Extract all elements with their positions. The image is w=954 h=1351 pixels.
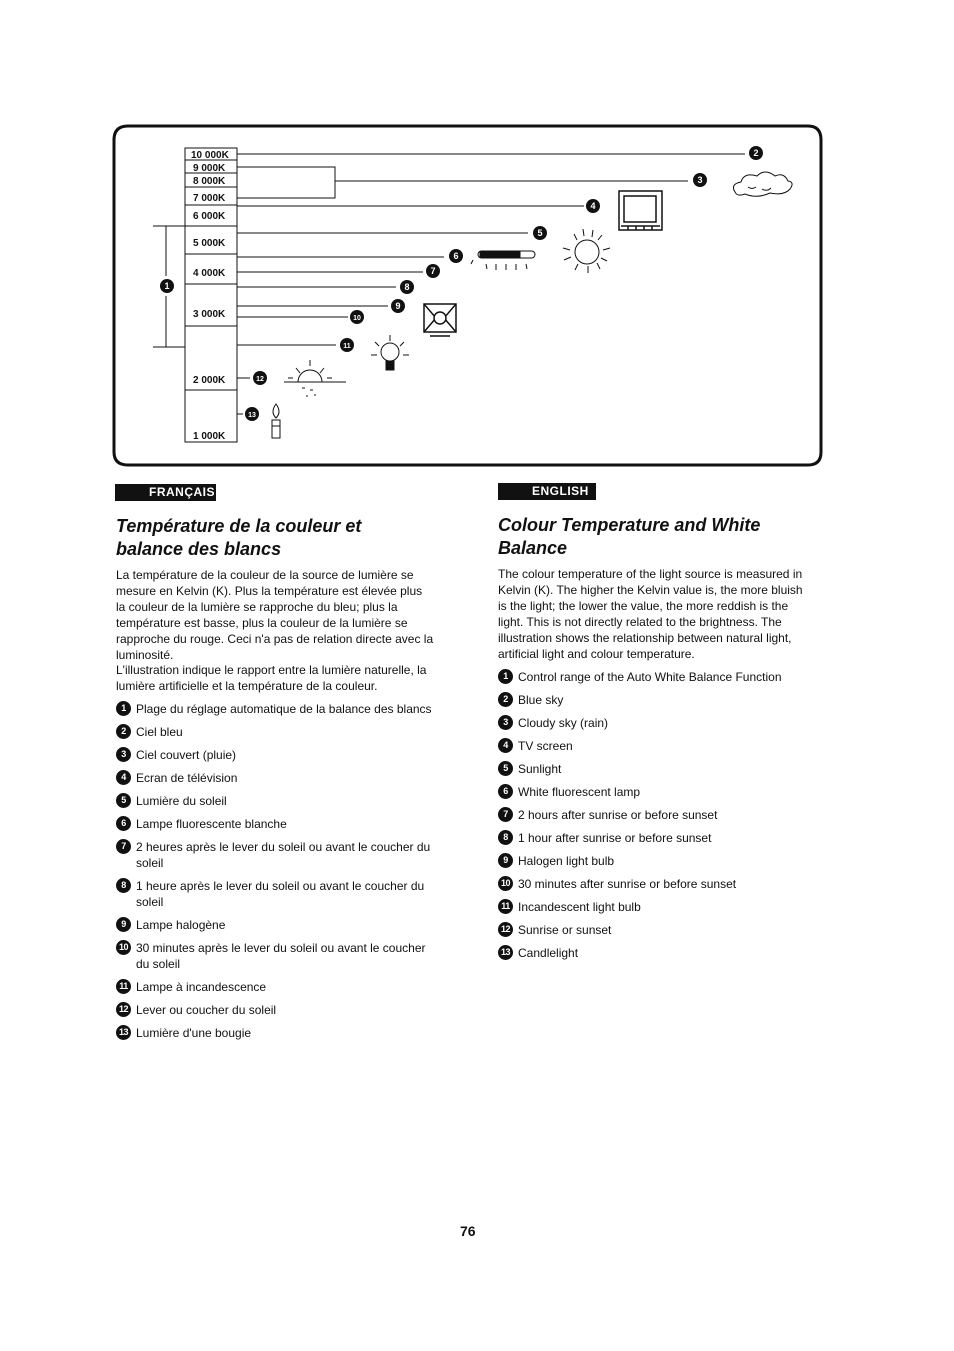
list-item bbox=[498, 738, 813, 754]
scale-label-3000: 3 000K bbox=[193, 309, 226, 320]
number-badge: 8 bbox=[498, 830, 513, 845]
list-item bbox=[116, 747, 434, 763]
english-title-line1: Colour Temperature and White bbox=[498, 515, 761, 535]
fluorescent-lamp-icon bbox=[471, 251, 535, 270]
number-badge: 4 bbox=[498, 738, 513, 753]
list-item bbox=[116, 979, 434, 995]
english-legend-list bbox=[498, 669, 813, 961]
color-temperature-diagram bbox=[0, 0, 954, 470]
marker-12 bbox=[253, 371, 267, 385]
marker-2 bbox=[749, 146, 763, 160]
scale-label-2000: 2 000K bbox=[193, 375, 226, 386]
number-badge: 5 bbox=[498, 761, 513, 776]
list-item bbox=[116, 917, 434, 933]
list-item-text: 30 minutes après le lever du soleil ou avant le coucher du soleil bbox=[136, 941, 426, 971]
leader-lines bbox=[237, 154, 745, 414]
number-badge: 13 bbox=[116, 1025, 131, 1040]
list-item-text: Lampe halogène bbox=[136, 918, 226, 932]
svg-text:13: 13 bbox=[248, 412, 256, 419]
svg-text:10: 10 bbox=[353, 315, 361, 322]
list-item-text: TV screen bbox=[518, 739, 573, 753]
marker-1 bbox=[160, 279, 174, 293]
list-item bbox=[498, 899, 813, 915]
list-item-text: Control range of the Auto White Balance Function bbox=[518, 670, 782, 684]
svg-text:11: 11 bbox=[343, 343, 351, 350]
scale-label-9000: 9 000K bbox=[193, 163, 226, 174]
francais-intro2: L'illustration indique le rapport entre la lumière naturelle, la lumière artificielle et la température de la couleur. bbox=[116, 663, 427, 693]
number-badge: 10 bbox=[498, 876, 513, 891]
svg-text:9: 9 bbox=[395, 301, 401, 311]
list-item-text: 1 heure après le lever du soleil ou avant le coucher du soleil bbox=[136, 879, 425, 909]
list-item-text: 2 heures après le lever du soleil ou avant le coucher du soleil bbox=[136, 840, 431, 870]
list-item-text: Candlelight bbox=[518, 946, 579, 960]
list-item bbox=[116, 701, 434, 717]
number-badge: 3 bbox=[116, 747, 131, 762]
list-item-text: Sunrise or sunset bbox=[518, 923, 612, 937]
list-item bbox=[116, 839, 434, 871]
number-badge: 7 bbox=[116, 839, 131, 854]
number-badge: 9 bbox=[116, 917, 131, 932]
number-badge: 6 bbox=[116, 816, 131, 831]
scale-label-4000: 4 000K bbox=[193, 268, 226, 279]
list-item-text: White fluorescent lamp bbox=[518, 785, 641, 799]
diagram-markers bbox=[160, 146, 763, 421]
number-badge: 9 bbox=[498, 853, 513, 868]
list-item-text: 2 hours after sunrise or before sunset bbox=[518, 808, 718, 822]
list-item bbox=[116, 793, 434, 809]
scale-label-1000: 1 000K bbox=[193, 431, 226, 442]
svg-text:7: 7 bbox=[430, 266, 436, 276]
svg-text:5: 5 bbox=[537, 228, 543, 238]
list-item-text: Ciel bleu bbox=[136, 725, 183, 739]
number-badge: 2 bbox=[498, 692, 513, 707]
list-item-text: Ecran de télévision bbox=[136, 771, 238, 785]
svg-text:2: 2 bbox=[753, 148, 759, 158]
number-badge: 4 bbox=[116, 770, 131, 785]
list-item bbox=[116, 816, 434, 832]
incandescent-bulb-icon bbox=[371, 335, 409, 370]
number-badge: 1 bbox=[498, 669, 513, 684]
number-badge: 2 bbox=[116, 724, 131, 739]
number-badge: 8 bbox=[116, 878, 131, 893]
number-badge: 11 bbox=[116, 979, 131, 994]
list-item bbox=[498, 830, 813, 846]
list-item bbox=[498, 761, 813, 777]
list-item-text: Lumière du soleil bbox=[136, 794, 227, 808]
list-item bbox=[498, 945, 813, 961]
tv-screen-icon bbox=[619, 191, 662, 230]
marker-5 bbox=[533, 226, 547, 240]
list-item bbox=[498, 669, 813, 685]
list-item-text: Lampe à incandescence bbox=[136, 980, 267, 994]
list-item bbox=[498, 807, 813, 823]
scale-label-10000: 10 000K bbox=[191, 150, 229, 161]
english-title bbox=[498, 514, 828, 560]
svg-text:1: 1 bbox=[164, 281, 170, 291]
francais-intro: La température de la couleur de la source de lumière se mesure en Kelvin (K). Plus la température est élevée plus la couleur de la lumière se rapproche du bleu; plus la température est basse, plus la couleur de la lumière se rapproche du rouge. Ceci n'a pas de relation directe avec la luminosité. bbox=[116, 568, 434, 662]
svg-text:8: 8 bbox=[404, 282, 410, 292]
scale-label-6000: 6 000K bbox=[193, 211, 226, 222]
list-item-text: Sunlight bbox=[518, 762, 562, 776]
marker-11 bbox=[340, 338, 354, 352]
list-item-text: Lumière d'une bougie bbox=[136, 1026, 252, 1040]
marker-9 bbox=[391, 299, 405, 313]
cloud-icon bbox=[733, 172, 792, 196]
list-item bbox=[116, 724, 434, 740]
francais-title bbox=[116, 515, 446, 561]
svg-text:4: 4 bbox=[590, 201, 596, 211]
francais-title-line1: Température de la couleur et bbox=[116, 516, 362, 536]
number-badge: 1 bbox=[116, 701, 131, 716]
svg-text:3: 3 bbox=[697, 175, 703, 185]
marker-3 bbox=[693, 173, 707, 187]
marker-4 bbox=[586, 199, 600, 213]
list-item bbox=[498, 784, 813, 800]
scale-label-7000: 7 000K bbox=[193, 193, 226, 204]
svg-text:12: 12 bbox=[256, 376, 264, 383]
number-badge: 12 bbox=[498, 922, 513, 937]
marker-7 bbox=[426, 264, 440, 278]
english-title-line2: Balance bbox=[498, 538, 568, 558]
list-item-text: Lever ou coucher du soleil bbox=[136, 1003, 277, 1017]
number-badge: 11 bbox=[498, 899, 513, 914]
svg-text:6: 6 bbox=[453, 251, 459, 261]
number-badge: 3 bbox=[498, 715, 513, 730]
number-badge: 5 bbox=[116, 793, 131, 808]
list-item-text: Lampe fluorescente blanche bbox=[136, 817, 287, 831]
list-item bbox=[116, 1002, 434, 1018]
number-badge: 7 bbox=[498, 807, 513, 822]
list-item-text: 1 hour after sunrise or before sunset bbox=[518, 831, 712, 845]
candle-icon bbox=[272, 404, 280, 438]
francais-title-line2: balance des blancs bbox=[116, 539, 282, 559]
list-item bbox=[116, 770, 434, 786]
list-item-text: Incandescent light bulb bbox=[518, 900, 641, 914]
list-item bbox=[498, 853, 813, 869]
sun-icon bbox=[563, 229, 610, 273]
list-item bbox=[116, 1025, 434, 1041]
francais-legend-list bbox=[116, 701, 434, 1041]
list-item bbox=[498, 692, 813, 708]
english-tag: ENGLISH bbox=[498, 483, 596, 500]
marker-10 bbox=[350, 310, 364, 324]
list-item-text: 30 minutes after sunrise or before sunset bbox=[518, 877, 737, 891]
list-item-text: Halogen light bulb bbox=[518, 854, 615, 868]
halogen-bulb-icon bbox=[424, 304, 456, 336]
list-item-text: Cloudy sky (rain) bbox=[518, 716, 609, 730]
number-badge: 12 bbox=[116, 1002, 131, 1017]
list-item bbox=[498, 876, 813, 892]
list-item-text: Blue sky bbox=[518, 693, 564, 707]
list-item bbox=[498, 715, 813, 731]
list-item-text: Ciel couvert (pluie) bbox=[136, 748, 237, 762]
list-item bbox=[116, 878, 434, 910]
marker-13 bbox=[245, 407, 259, 421]
list-item-text: Plage du réglage automatique de la balance des blancs bbox=[136, 702, 432, 716]
marker-8 bbox=[400, 280, 414, 294]
page-number: 76 bbox=[460, 1223, 476, 1239]
scale-label-5000: 5 000K bbox=[193, 238, 226, 249]
list-item bbox=[498, 922, 813, 938]
list-item bbox=[116, 940, 434, 972]
english-intro: The colour temperature of the light source is measured in Kelvin (K). The higher the Kelvin value is, the more bluish is the light; the lower the value, the more reddish is the light. This is not directly related to the brightness. The illustration shows the relationship between natural light, artificial light and colour temperature. bbox=[498, 567, 803, 661]
francais-tag: FRANÇAIS bbox=[115, 484, 216, 501]
number-badge: 6 bbox=[498, 784, 513, 799]
scale-label-8000: 8 000K bbox=[193, 176, 226, 187]
marker-6 bbox=[449, 249, 463, 263]
number-badge: 13 bbox=[498, 945, 513, 960]
sunset-icon bbox=[284, 360, 346, 396]
number-badge: 10 bbox=[116, 940, 131, 955]
